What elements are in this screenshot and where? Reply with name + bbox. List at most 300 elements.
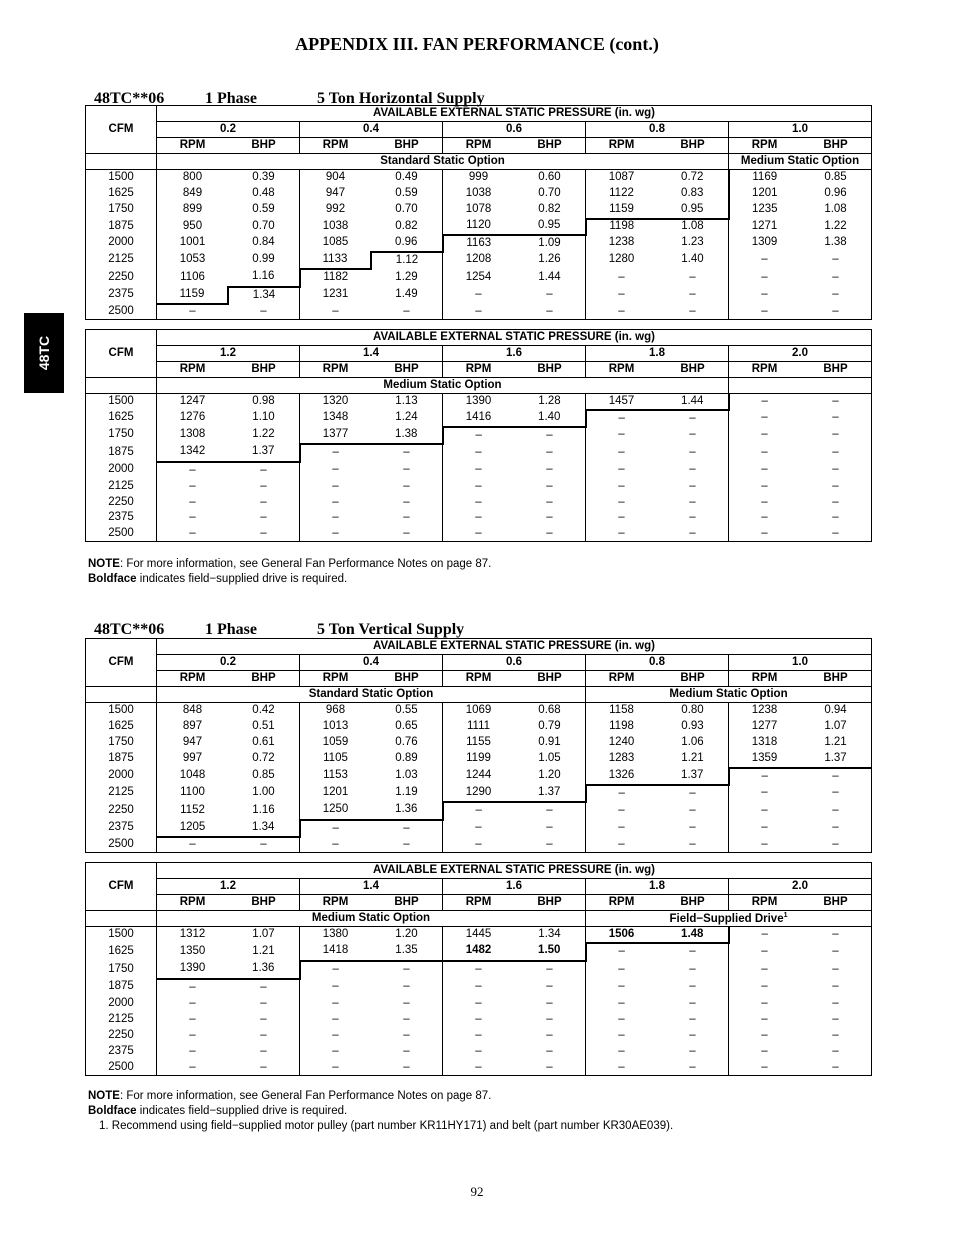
- rpm-value: –: [443, 304, 515, 320]
- bhp-value: 0.83: [657, 186, 729, 202]
- bhp-value: 0.91: [514, 735, 586, 751]
- cfm-value: 2125: [86, 479, 157, 495]
- bhp-header: BHP: [228, 138, 300, 154]
- boldface-line: Boldface indicates field−supplied drive is required.: [88, 1105, 348, 1117]
- static-option-label: Medium Static Option: [586, 687, 872, 703]
- bhp-value: –: [514, 1060, 586, 1076]
- rpm-value: –: [586, 1060, 658, 1076]
- rpm-value: –: [189, 479, 196, 492]
- rpm-value: –: [475, 445, 482, 458]
- rpm-value: –: [586, 837, 658, 853]
- bhp-value: –: [514, 511, 586, 526]
- rpm-value: –: [300, 444, 372, 462]
- bhp-value: –: [371, 820, 443, 837]
- rpm-value: –: [157, 304, 229, 320]
- cfm-value: 2125: [86, 1012, 157, 1028]
- fan-table-vertical-high: [85, 862, 872, 1076]
- rpm-header: RPM: [300, 671, 372, 687]
- rpm-value: 1013: [322, 719, 349, 732]
- bhp-value: 0.68: [514, 703, 586, 719]
- rpm-value: 1106: [180, 270, 205, 283]
- rpm-value: 897: [182, 719, 203, 732]
- bhp-value: 1.13: [371, 394, 443, 410]
- static-option-label: Medium Static Option: [157, 911, 586, 927]
- cfm-header: CFM: [86, 330, 157, 378]
- rpm-value: 1155: [466, 735, 491, 748]
- rpm-value: 1377: [322, 427, 349, 440]
- rpm-value: –: [300, 526, 372, 542]
- rpm-value: –: [729, 1060, 801, 1076]
- bhp-value: –: [657, 427, 729, 444]
- rpm-value: 1085: [322, 236, 349, 249]
- cfm-value: 2500: [86, 304, 157, 320]
- pressure-value: 1.8: [586, 879, 729, 895]
- bhp-value: 1.09: [514, 235, 586, 252]
- bhp-value: 1.00: [228, 785, 300, 802]
- bhp-header: BHP: [514, 362, 586, 378]
- bhp-value: 0.72: [657, 170, 729, 186]
- bhp-value: 0.70: [514, 186, 586, 202]
- cfm-header: CFM: [86, 106, 157, 154]
- bhp-value: –: [800, 462, 872, 479]
- rpm-header: RPM: [729, 895, 801, 911]
- bhp-value: 1.12: [371, 252, 443, 269]
- bhp-value: –: [514, 1044, 586, 1060]
- bhp-value: –: [800, 837, 872, 853]
- bhp-value: –: [228, 1012, 300, 1028]
- bhp-value: –: [371, 479, 443, 495]
- bhp-header: BHP: [371, 671, 443, 687]
- rpm-value: 1159: [609, 202, 634, 215]
- bhp-value: –: [657, 269, 729, 287]
- bhp-value: –: [514, 1028, 586, 1044]
- bhp-header: BHP: [371, 895, 443, 911]
- section-model: 48TC**06: [94, 90, 165, 107]
- rpm-value: –: [729, 837, 801, 853]
- section-description: 5 Ton Vertical Supply: [317, 621, 465, 638]
- cfm-value: 2250: [86, 495, 157, 511]
- bhp-value: 0.95: [657, 202, 729, 219]
- bhp-value: –: [371, 495, 443, 511]
- rpm-value: –: [189, 996, 196, 1009]
- bhp-value: 0.48: [228, 186, 300, 202]
- bhp-value: 1.34: [228, 820, 300, 837]
- bhp-value: –: [228, 1028, 300, 1044]
- bhp-value: –: [657, 996, 729, 1012]
- cfm-value: 2375: [86, 511, 157, 526]
- bhp-value: –: [657, 785, 729, 802]
- bhp-value: 1.20: [514, 768, 586, 785]
- pressure-header: AVAILABLE EXTERNAL STATIC PRESSURE (in. wg): [157, 639, 872, 655]
- rpm-value: –: [332, 511, 339, 524]
- rpm-value: 1238: [608, 236, 635, 249]
- rpm-value: –: [761, 445, 768, 458]
- bhp-value: 0.60: [514, 170, 586, 186]
- rpm-value: –: [332, 996, 339, 1009]
- rpm-value: –: [729, 526, 801, 542]
- rpm-header: RPM: [443, 362, 515, 378]
- rpm-header: RPM: [443, 671, 515, 687]
- rpm-value: –: [761, 980, 768, 993]
- cfm-blank: [86, 687, 157, 703]
- rpm-value: 1457: [586, 394, 658, 410]
- bhp-value: 1.40: [514, 410, 586, 427]
- bhp-value: 1.20: [371, 927, 443, 943]
- pressure-value: 0.4: [300, 655, 443, 671]
- bhp-value: –: [657, 304, 729, 320]
- rpm-value: –: [761, 495, 768, 508]
- rpm-header: RPM: [443, 138, 515, 154]
- rpm-value: –: [475, 463, 482, 476]
- bhp-value: 0.80: [657, 703, 729, 719]
- rpm-value: –: [332, 479, 339, 492]
- bhp-value: –: [371, 961, 443, 979]
- bhp-value: –: [371, 837, 443, 853]
- rpm-value: –: [586, 526, 658, 542]
- bhp-value: –: [657, 943, 729, 961]
- rpm-value: 1153: [323, 769, 348, 782]
- bhp-value: 1.21: [800, 735, 872, 751]
- rpm-value: 1053: [179, 253, 206, 266]
- bhp-value: –: [514, 979, 586, 996]
- section-description: 5 Ton Horizontal Supply: [317, 90, 485, 107]
- bhp-value: 0.42: [228, 703, 300, 719]
- bhp-value: –: [800, 394, 872, 410]
- rpm-value: –: [761, 428, 768, 441]
- rpm-header: RPM: [443, 895, 515, 911]
- bhp-value: 1.24: [371, 410, 443, 427]
- bhp-value: 1.05: [514, 751, 586, 768]
- rpm-value: 1280: [608, 253, 635, 266]
- bhp-value: –: [800, 511, 872, 526]
- pressure-value: 0.8: [586, 122, 729, 138]
- bhp-value: 1.37: [514, 785, 586, 802]
- rpm-value: –: [475, 980, 482, 993]
- bhp-value: –: [514, 462, 586, 479]
- cfm-value: 1500: [86, 394, 157, 410]
- section-phase: 1 Phase: [205, 90, 257, 107]
- rpm-value: 1309: [751, 236, 778, 249]
- bhp-value: –: [800, 996, 872, 1012]
- bhp-value: –: [228, 837, 300, 853]
- rpm-value: –: [157, 837, 229, 853]
- rpm-value: –: [300, 820, 372, 837]
- rpm-header: RPM: [729, 671, 801, 687]
- bhp-value: 0.82: [371, 219, 443, 235]
- pressure-value: 2.0: [729, 879, 872, 895]
- cfm-blank: [86, 378, 157, 394]
- rpm-value: 1277: [751, 719, 778, 732]
- cfm-value: 1875: [86, 751, 157, 768]
- bhp-value: –: [228, 479, 300, 495]
- bhp-value: –: [228, 1044, 300, 1060]
- bhp-value: –: [657, 961, 729, 979]
- bhp-header: BHP: [800, 895, 872, 911]
- cfm-header: CFM: [86, 863, 157, 911]
- rpm-value: –: [618, 445, 625, 458]
- rpm-value: 1169: [729, 170, 801, 186]
- bhp-value: –: [800, 943, 872, 961]
- bhp-value: 1.37: [800, 751, 872, 768]
- bhp-value: –: [371, 1044, 443, 1060]
- cfm-value: 1875: [86, 219, 157, 235]
- rpm-header: RPM: [157, 671, 229, 687]
- bhp-value: 1.38: [371, 427, 443, 444]
- rpm-value: –: [300, 961, 372, 979]
- rpm-value: 1122: [609, 186, 634, 199]
- static-option-label: [729, 378, 872, 394]
- rpm-value: –: [475, 1012, 482, 1025]
- bhp-value: –: [514, 996, 586, 1012]
- rpm-value: 1318: [751, 735, 778, 748]
- bhp-value: 1.36: [371, 802, 443, 820]
- cfm-value: 2375: [86, 1044, 157, 1060]
- bhp-header: BHP: [657, 895, 729, 911]
- bhp-value: –: [371, 444, 443, 462]
- bhp-value: 1.19: [371, 785, 443, 802]
- rpm-value: 1250: [322, 803, 349, 816]
- rpm-value: 1244: [465, 769, 492, 782]
- rpm-value: 1199: [466, 752, 491, 765]
- rpm-value: –: [618, 1028, 625, 1041]
- page-title: APPENDIX III. FAN PERFORMANCE (cont.): [295, 34, 659, 54]
- bhp-value: 1.34: [228, 287, 300, 304]
- rpm-header: RPM: [157, 895, 229, 911]
- rpm-value: 1350: [179, 944, 206, 957]
- bhp-value: 0.96: [371, 235, 443, 252]
- cfm-value: 2000: [86, 996, 157, 1012]
- cfm-value: 2500: [86, 1060, 157, 1076]
- pressure-value: 0.2: [157, 122, 300, 138]
- bhp-header: BHP: [800, 138, 872, 154]
- rpm-value: –: [443, 1060, 515, 1076]
- rpm-value: –: [618, 962, 625, 975]
- rpm-value: –: [475, 511, 482, 524]
- rpm-value: –: [475, 996, 482, 1009]
- bhp-value: –: [800, 304, 872, 320]
- rpm-value: –: [157, 462, 229, 479]
- rpm-value: 992: [325, 203, 346, 216]
- bhp-value: 1.34: [514, 927, 586, 943]
- bhp-header: BHP: [514, 895, 586, 911]
- bhp-value: –: [514, 495, 586, 511]
- cfm-value: 1750: [86, 735, 157, 751]
- cfm-value: 2250: [86, 269, 157, 287]
- rpm-value: 1342: [179, 445, 206, 458]
- cfm-value: 1750: [86, 427, 157, 444]
- rpm-value: –: [761, 944, 768, 957]
- rpm-value: –: [475, 821, 482, 834]
- rpm-value: –: [761, 479, 768, 492]
- rpm-value: 1120: [466, 219, 491, 232]
- boldface-line: Boldface indicates field−supplied drive is required.: [88, 573, 348, 585]
- rpm-value: 1231: [322, 288, 349, 301]
- rpm-value: –: [761, 288, 768, 301]
- cfm-value: 2375: [86, 287, 157, 304]
- rpm-value: –: [729, 304, 801, 320]
- bhp-value: –: [514, 427, 586, 444]
- rpm-header: RPM: [729, 362, 801, 378]
- rpm-value: 1359: [751, 751, 778, 764]
- pressure-value: 0.6: [443, 655, 586, 671]
- bhp-value: –: [514, 479, 586, 495]
- page-number: 92: [470, 1184, 484, 1199]
- rpm-value: –: [332, 463, 339, 476]
- bhp-value: –: [371, 979, 443, 996]
- cfm-blank: [86, 154, 157, 170]
- bhp-value: 1.50: [514, 943, 586, 961]
- bhp-value: 1.21: [228, 943, 300, 961]
- cfm-value: 1750: [86, 202, 157, 219]
- bhp-value: 1.22: [228, 427, 300, 444]
- pressure-value: 1.0: [729, 122, 872, 138]
- static-option-label: Standard Static Option: [157, 687, 586, 703]
- rpm-value: –: [586, 410, 658, 427]
- rpm-value: –: [332, 495, 339, 508]
- cfm-value: 2250: [86, 1028, 157, 1044]
- cfm-header: CFM: [86, 639, 157, 687]
- bhp-value: 1.07: [228, 927, 300, 943]
- rpm-value: 1038: [465, 186, 492, 199]
- bhp-value: –: [800, 444, 872, 462]
- rpm-value: –: [189, 511, 196, 524]
- rpm-value: –: [761, 1028, 768, 1041]
- cfm-value: 1875: [86, 444, 157, 462]
- bhp-value: –: [514, 837, 586, 853]
- rpm-value: 1348: [322, 411, 349, 424]
- rpm-value: –: [332, 1028, 339, 1041]
- fan-table-horizontal-low: [85, 105, 872, 320]
- rpm-value: –: [618, 288, 625, 301]
- bhp-value: –: [800, 1044, 872, 1060]
- bhp-value: –: [228, 979, 300, 996]
- rpm-value: 1100: [180, 786, 205, 799]
- rpm-value: 1380: [300, 927, 372, 943]
- rpm-value: –: [157, 979, 229, 996]
- bhp-value: –: [228, 304, 300, 320]
- bhp-header: BHP: [800, 362, 872, 378]
- rpm-value: 1506: [586, 927, 658, 943]
- rpm-value: –: [761, 1044, 768, 1057]
- bhp-value: –: [371, 462, 443, 479]
- bhp-value: –: [657, 1012, 729, 1028]
- bhp-value: –: [800, 287, 872, 304]
- rpm-value: –: [475, 1028, 482, 1041]
- cfm-value: 2125: [86, 252, 157, 269]
- rpm-value: –: [586, 943, 658, 961]
- bhp-value: 1.44: [514, 269, 586, 287]
- bhp-value: –: [514, 820, 586, 837]
- rpm-value: –: [443, 802, 515, 820]
- cfm-value: 2125: [86, 785, 157, 802]
- bhp-value: –: [800, 785, 872, 802]
- rpm-value: –: [475, 1044, 482, 1057]
- bhp-value: 0.59: [371, 186, 443, 202]
- bhp-value: –: [657, 495, 729, 511]
- bhp-header: BHP: [657, 138, 729, 154]
- bhp-value: –: [657, 837, 729, 853]
- cfm-value: 1875: [86, 979, 157, 996]
- rpm-value: –: [443, 961, 515, 979]
- cfm-value: 2500: [86, 837, 157, 853]
- notes-horizontal: [88, 557, 491, 587]
- rpm-value: 848: [157, 703, 229, 719]
- rpm-value: –: [761, 786, 768, 799]
- bhp-header: BHP: [371, 138, 443, 154]
- bhp-value: –: [228, 526, 300, 542]
- pressure-header: AVAILABLE EXTERNAL STATIC PRESSURE (in. wg): [157, 106, 872, 122]
- bhp-value: –: [228, 495, 300, 511]
- bhp-value: –: [371, 1060, 443, 1076]
- rpm-value: 1158: [586, 703, 658, 719]
- bhp-value: 1.08: [657, 219, 729, 235]
- static-option-label: Field−Supplied Drive$^1$: [586, 911, 872, 927]
- rpm-value: 1069: [443, 703, 515, 719]
- rpm-value: –: [761, 996, 768, 1009]
- rpm-value: 1001: [179, 236, 206, 249]
- section-heading-vertical: [86, 603, 464, 639]
- rpm-value: –: [189, 495, 196, 508]
- bhp-value: 1.38: [800, 235, 872, 252]
- bhp-value: 1.08: [800, 202, 872, 219]
- rpm-value: 1087: [586, 170, 658, 186]
- rpm-value: 1163: [443, 235, 515, 252]
- pressure-value: 1.0: [729, 655, 872, 671]
- pressure-value: 0.4: [300, 122, 443, 138]
- bhp-value: –: [800, 526, 872, 542]
- bhp-value: –: [800, 269, 872, 287]
- bhp-header: BHP: [371, 362, 443, 378]
- rpm-value: 849: [182, 186, 203, 199]
- rpm-value: 950: [182, 219, 203, 232]
- rpm-value: –: [189, 1028, 196, 1041]
- rpm-value: –: [618, 428, 625, 441]
- bhp-value: 0.70: [228, 219, 300, 235]
- bhp-header: BHP: [657, 671, 729, 687]
- rpm-value: –: [761, 1012, 768, 1025]
- bhp-value: 0.79: [514, 719, 586, 735]
- rpm-value: –: [189, 1044, 196, 1057]
- rpm-value: –: [761, 463, 768, 476]
- cfm-value: 2500: [86, 526, 157, 542]
- bhp-value: –: [800, 479, 872, 495]
- rpm-value: –: [618, 821, 625, 834]
- cfm-value: 1500: [86, 703, 157, 719]
- bhp-value: 0.89: [371, 751, 443, 768]
- rpm-value: 1320: [300, 394, 372, 410]
- cfm-blank: [86, 911, 157, 927]
- rpm-header: RPM: [586, 138, 658, 154]
- bhp-value: 1.06: [657, 735, 729, 751]
- pressure-value: 1.8: [586, 346, 729, 362]
- bhp-value: 1.49: [371, 287, 443, 304]
- bhp-value: –: [800, 495, 872, 511]
- bhp-value: 1.28: [514, 394, 586, 410]
- rpm-value: 1133: [322, 252, 348, 265]
- pressure-value: 1.4: [300, 879, 443, 895]
- bhp-value: –: [228, 511, 300, 526]
- rpm-value: –: [332, 1012, 339, 1025]
- rpm-value: 1038: [322, 219, 349, 232]
- bhp-value: 0.59: [228, 202, 300, 219]
- bhp-value: 0.96: [800, 186, 872, 202]
- bhp-value: 1.36: [228, 961, 300, 979]
- rpm-value: –: [443, 526, 515, 542]
- pressure-value: 1.2: [157, 879, 300, 895]
- rpm-value: 947: [182, 735, 203, 748]
- footnote-marker: 1: [783, 911, 788, 919]
- cfm-value: 1500: [86, 927, 157, 943]
